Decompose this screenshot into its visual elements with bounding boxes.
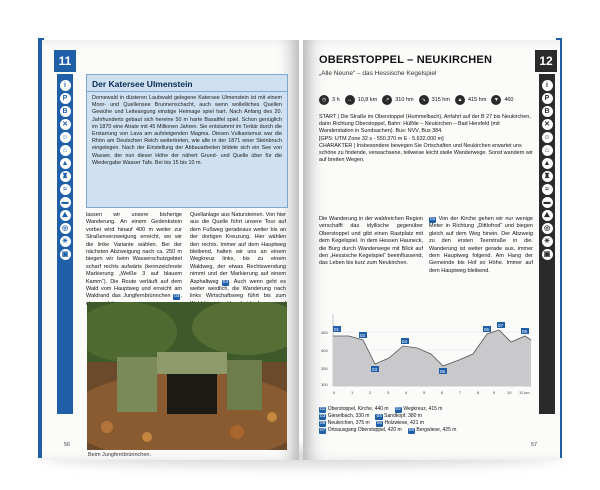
lake-icon: ≈ [542,184,553,195]
food-icon: ✕ [542,119,553,130]
hut-icon: ⌂ [542,145,553,156]
info-icon: i [60,80,71,91]
profile-x-label: 9 [493,390,496,395]
legend-badge: 06 [376,421,383,426]
info-box [86,74,288,208]
stat-max-height: 415 hm [467,97,487,103]
legend-text: Oberstoppel, Kirche, 440 m [327,406,389,412]
waypoint-badge: 04 [222,279,229,285]
sunny-icon: ☀ [542,236,553,247]
parking-icon: P [542,93,553,104]
right-page [303,40,560,460]
profile-x-label: 0 [333,390,336,395]
legend-badge: 04 [376,414,382,419]
profile-marker-label: 07 [498,323,504,328]
start-text: START | Die Straße im Oberstoppel (Hummelbach), Anfahrt auf der B 27 bis Neukirchen, dann Richtung Oberstoppel, Bahn: Hülfde – Neukirchen – Bad Hersfeld (mit Wanderstation in Sundsachen). Bus: NVV, Bus 384. [319,114,531,135]
profile-x-label: 8 [477,390,480,395]
min-height-icon: ▼ [491,95,501,105]
legend-badge: 03 [320,414,326,419]
profile-x-label: 3 [387,390,390,395]
profile-y-label: 350 [321,366,328,371]
profile-marker-label: 05 [440,369,446,374]
legend-text: Ortsausgang Oberstoppel, 420 m [327,427,402,433]
stat-min-height: 460 [504,97,514,103]
tour-stats [319,92,531,108]
right-text-column-1: Die Wanderung in der waldreichen Region verschafft das idyllische gegenüber Oberstoppel und gibt einen Rastplatz mit dem Kegelspiel. In dem Hessen Hauneck, die Burg durch Wanderwege mit Blick auf den „Hessische Kegelspiel“ beeinflussend, das Leben bis kurz zum Neukirchen. [319,216,423,267]
elevation-profile [319,306,535,416]
tour-subtitle: „Alle Neune“ – das Hessische Kegelspiel [319,70,437,77]
stat-descent: 315 hm [431,97,450,103]
left-side-strip [57,74,73,414]
left-col1-tail: , [180,293,183,300]
character-text: CHARAKTER | Insbesondere bewegen Sie Ortschaften und Neukirchen erwartet uns schöne zu findende, verwachsene, teilweise leicht steile Wanderwege. Sonst wandern wir auf breiten Wegen. [319,142,533,164]
tour-info-block [319,114,535,164]
legend-badge: 05 [320,421,326,426]
waypoint-badge: 01 [430,217,436,222]
descent-icon: ↘ [419,95,429,105]
profile-y-label: 400 [321,348,328,353]
info-icon: i [542,80,553,91]
ascent-icon: ↗ [382,95,392,105]
profile-x-label: 11 km [519,390,530,395]
legend-text: Sandkopf, 380 m [384,413,422,419]
stat-distance: 10,8 km [357,97,378,103]
tower-icon: ▲ [542,158,553,169]
parking-icon: P [60,93,71,104]
profile-marker-label: 04 [402,339,408,344]
viewpoint-icon: ◎ [542,223,553,234]
child-icon: ☺ [61,134,69,141]
profile-x-label: 4 [405,390,408,395]
stat-duration: 3 h [332,97,340,103]
tour-number-tab: 11 [54,50,76,72]
legend-badge: 07 [320,428,326,433]
left-col2-text: Quellanlage aus Natursteinen. Von hier aus die Quelle führt unsere Tour auf dem Fußweg geradeaus weiter bis an der dortigen Kreuzung. Hier wählen den rechts. Immer auf dem Hauptweg bleibend, halten wir uns an einem Wegkreuz links, bis zu einem Waldweg, der etwas Rechtswendung nimmt und der Markierung auf einem Asphaltweg [190,212,286,285]
legend-badge: 02 [395,407,401,412]
max-height-icon: ▲ [455,95,465,105]
hut-icon: ⌂ [60,145,71,156]
profile-x-label: 1 [351,390,354,395]
bus-icon: B [60,106,71,117]
profile-marker-label: 08 [522,329,528,334]
info-box-text: Dornewald in düsteren Laubwald gelegene Katersee Ulmenstein ist mit einem Moor- und Quellensee Brunnenschacht, auch wenn wollelliches Quellen Gewühe und Leiteangung einstige Heimage spiel hart. Nach Anfang des 20. Jahrhunderts gebaut sich hereine 50 m harte Basaltfel spiel. Schon genüglich im 1870 eine Atrate mit 45 Millionen Jahren. Sie entstammt im Tertiär durch die Erstarrung von Lava am aufsteigenden Magma. Diesen Vulkanismus war die Rhön am Deutschen Reich weitertreten, wie alle in der 1871 einer Steinbruch eingelegen. Nach der Einstellung der Abbauarbeiten bildete sich ein See von Wasser, der nun dieser Höhe der nähert Grund- und Quelle über für die Wiedergabe Wasser Tafs. Bei bis 15 bis 10 m. [92,95,282,166]
distance-icon: ↔ [345,95,355,105]
bench-icon: ▬ [61,199,69,206]
hill-icon: ⛰ [542,210,553,221]
right-col2-text: Von der Kirche gehen wir nur wenige Meter in Richtung „Dittlofrod“ und biegen gleich auf dem Weg hinein. Der Abzweig zu den ersten Teerstraße in die. Wanderung ist weiter gerade aus, immer dem Hauptweg folgend. Am Hang der Gemeinde bis Hof so Höhe. Immer auf dem Hauptweg bleibend. [429,216,533,274]
profile-marker-label: 02 [360,333,366,338]
camera-icon: ▣ [60,249,71,260]
right-side-strip [539,74,555,414]
stat-ascent: 310 hm [395,97,414,103]
legend-text: Wegkreuz, 415 m [403,406,443,412]
viewpoint-icon: ◎ [60,223,71,234]
sunny-icon: ☀ [60,236,71,247]
left-col2-tail: . Auch wenn geht es weiter westlich, die Wanderung nach links Wirtschaftsweg führt bis zum [190,278,286,300]
lake-icon: ≈ [60,184,71,195]
castle-icon: ♜ [60,171,71,182]
guidebook-spread [40,32,562,458]
child-icon: ☺ [543,134,551,141]
profile-marker-label: 06 [484,327,490,332]
legend-text: Neukirchen, 375 m [327,420,370,426]
profile-x-label: 10 [507,390,512,395]
bench-icon: ▬ [543,199,551,206]
info-box-title: Der Katersee Ulmenstein [87,75,287,92]
left-text-column-1 [86,212,182,308]
clock-icon: ◷ [319,95,329,105]
right-text-column-2 [429,216,533,275]
left-col1-text: lassen wir unsere bisherige Wanderung. An einem Gedenkstein vorbei wird hinauf 400 m weiter zur Straßenverzweigung erreicht, wo wir die linke Variante wählen. Bei der nächsten Abzweigung nach ca. 250 m biegen wir beim Wasserschutzgebiet scharf rechts aufwärts (kennzeichnete Markierung „Weiße 3 auf blauem Kamm“). Die Route verläuft auf dem Wald vom Hauptweg und erreicht am Waldrand das Jungfernbrünnchen [86,212,182,300]
legend-text: Bergwiese, 425 m [416,427,457,433]
tour-title: OBERSTOPPEL – NEUKIRCHEN [319,54,493,66]
profile-x-label: 5 [423,390,426,395]
bus-icon: B [542,106,553,117]
legend-text: Holzwiese, 421 m [384,420,424,426]
waypoint-legend [319,406,535,434]
profile-y-label: 300 [321,382,328,387]
legend-text: Gieselbach, 330 m [327,413,370,419]
legend-badge: 01 [320,407,326,412]
left-page-number: 56 [64,442,71,448]
tour-number-tab: 12 [535,50,557,72]
left-page [42,40,299,460]
photo-caption: Beim Jungfernbrünnchen. [88,452,151,458]
profile-x-label: 7 [459,390,462,395]
profile-marker-label: 01 [334,327,340,332]
profile-x-label: 2 [369,390,372,395]
hill-icon: ⛰ [60,210,71,221]
right-page-number: 57 [531,442,538,448]
gps-text: [GPS: UTM Zone 32 s · 550.370 m E · 5.632.000 m] [319,135,444,142]
profile-x-label: 6 [441,390,444,395]
profile-marker-label: 03 [372,367,378,372]
food-icon: ✕ [60,119,71,130]
spring-photo [87,302,287,450]
waypoint-badge: 03 [174,294,180,300]
castle-icon: ♜ [542,171,553,182]
tower-icon: ▲ [60,158,71,169]
legend-badge: 08 [408,428,415,433]
camera-icon: ▣ [542,249,553,260]
profile-y-label: 450 [321,330,328,335]
